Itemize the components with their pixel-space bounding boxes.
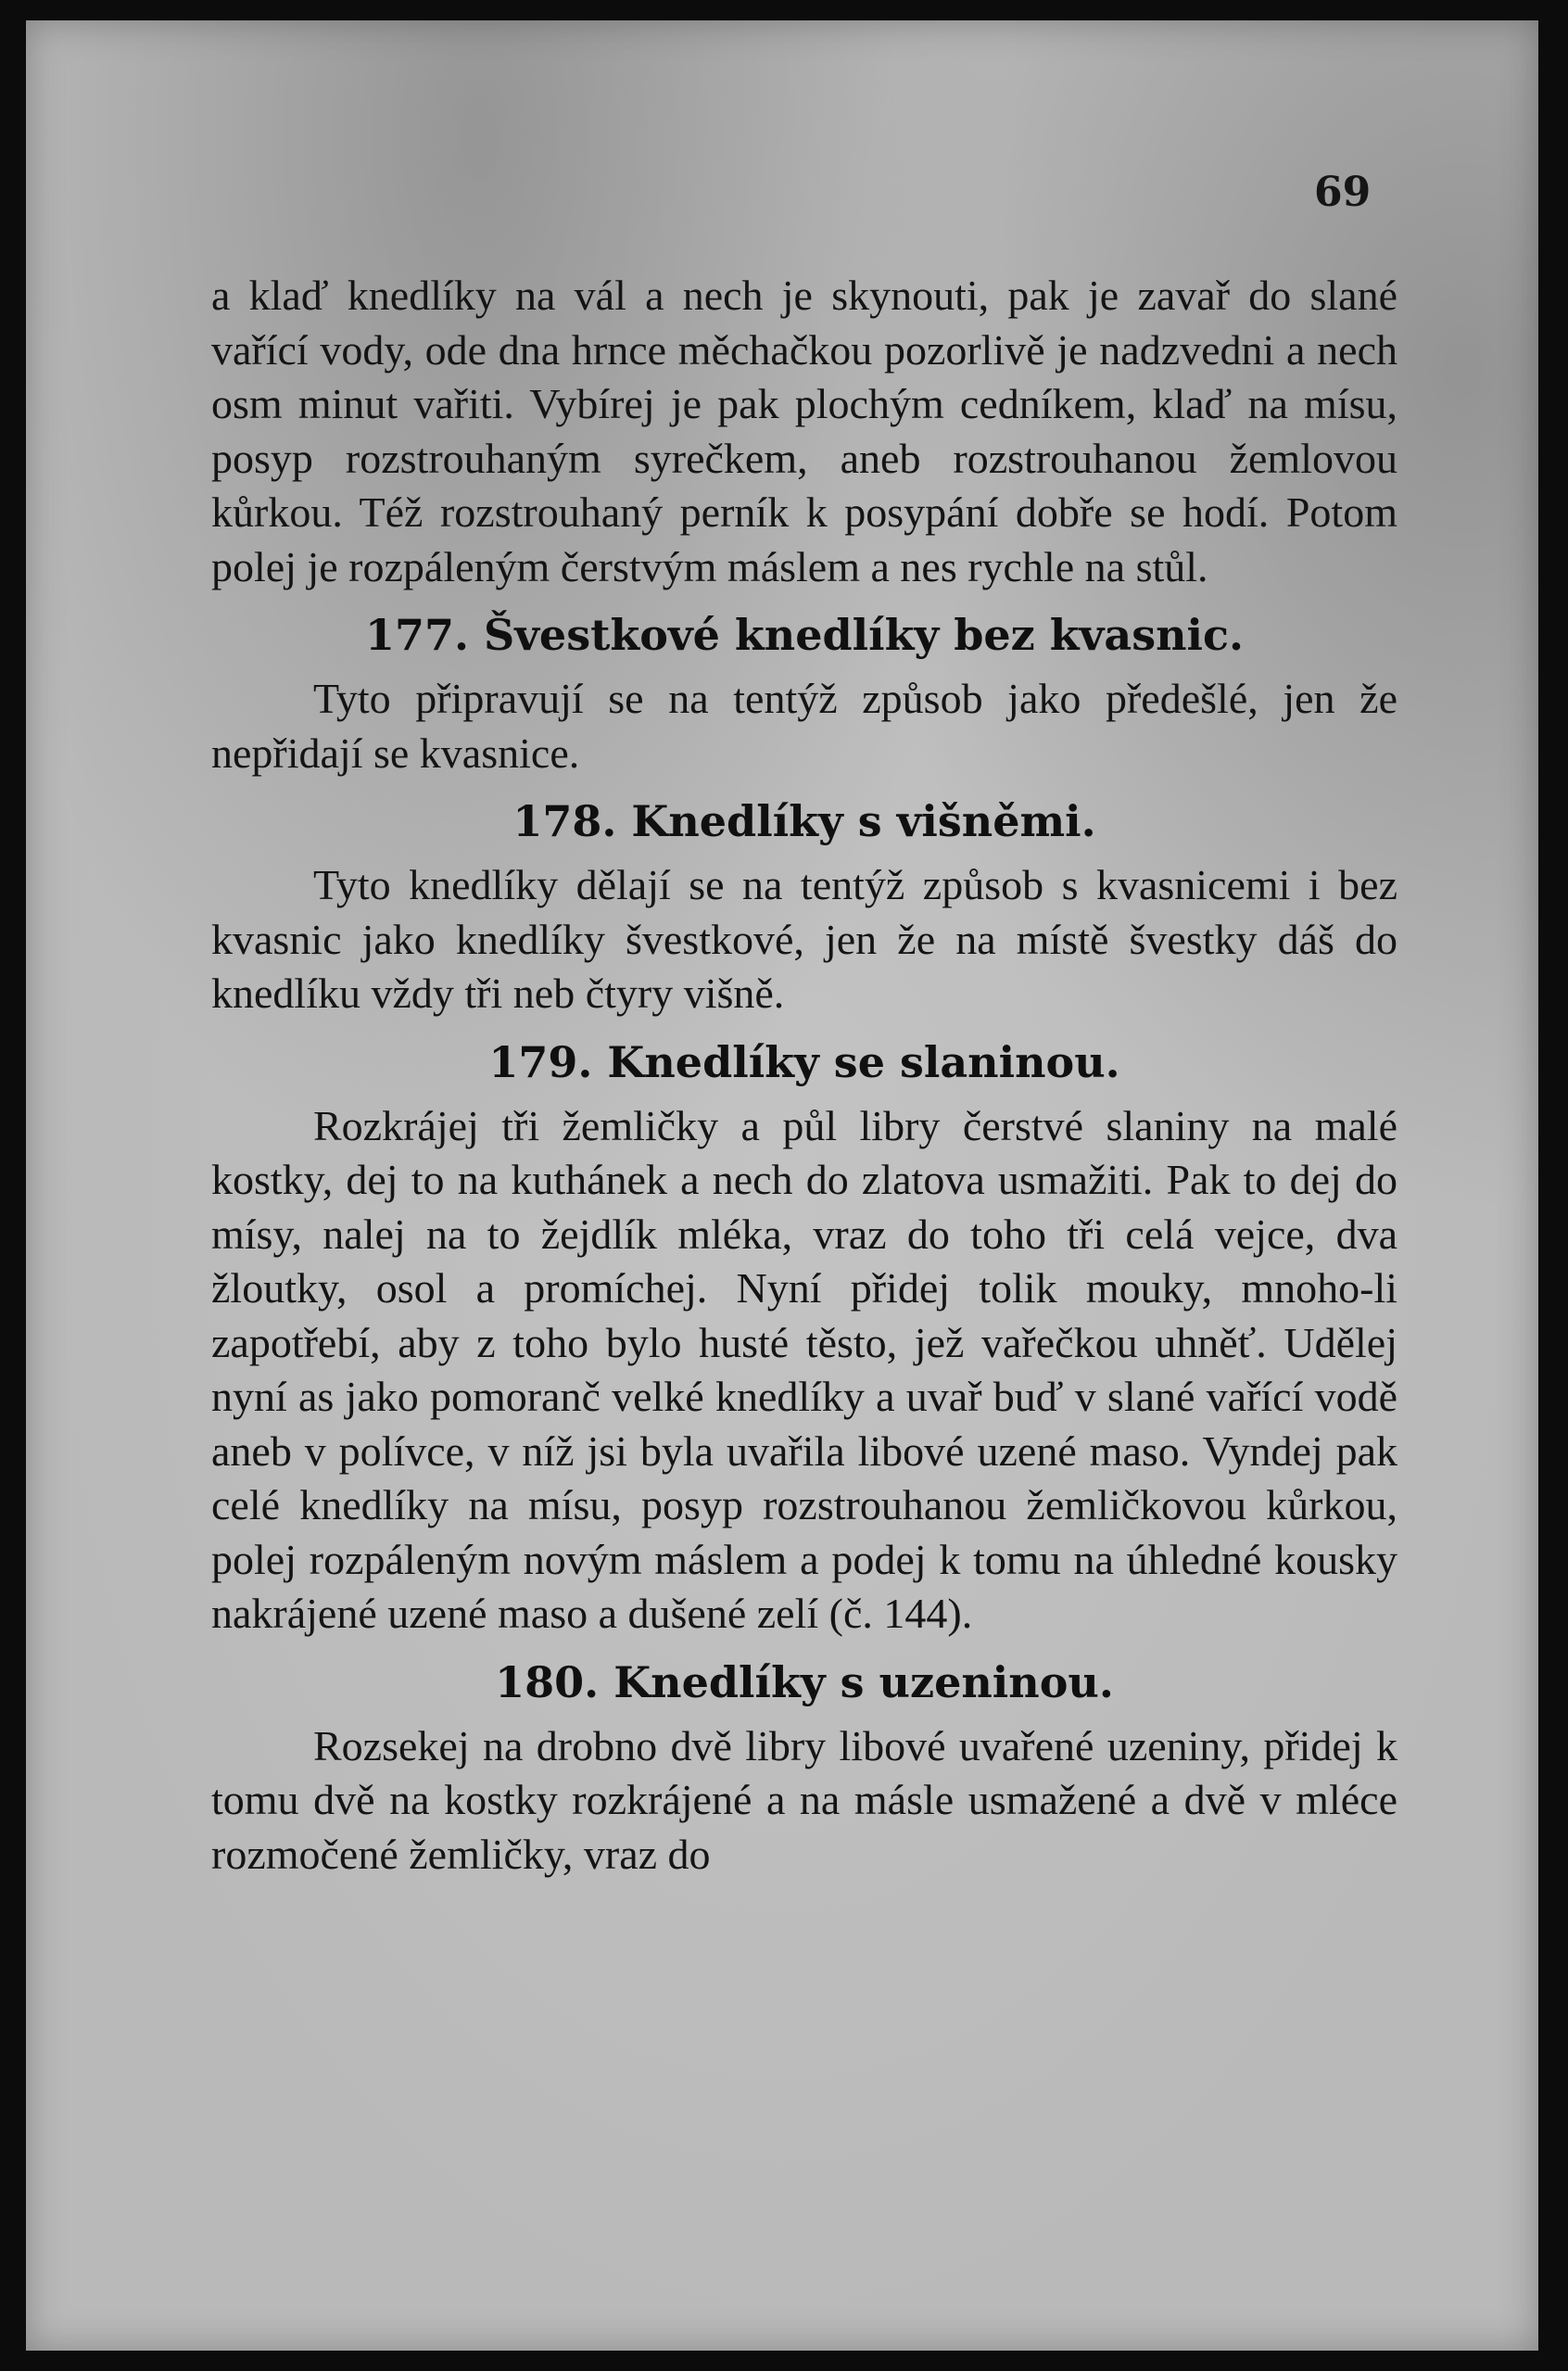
paragraph-178: Tyto knedlíky dělají se na tentýž způsob s kvasnicemi i bez kvasnic jako knedlíky švestkové, jen že na místě švestky dáš do knedlíku vždy tři neb čtyry višně.: [211, 861, 1397, 1017]
paragraph-177: Tyto připravují se na tentýž způsob jako předešlé, jen že nepřidají se kvasnice.: [211, 675, 1397, 777]
recipe-heading-177: 177. Švestkové knedlíky bez kvasnic.: [364, 610, 1245, 660]
recipe-heading-180: 180. Knedlíky s uzeninou.: [495, 1656, 1114, 1707]
page-body: [211, 269, 1397, 1882]
page-number: 69: [1314, 169, 1372, 216]
paragraph-continuation: a klaď knedlíky na vál a nech je skynouti, pak je zavař do slané vařící vody, ode dna hrnce měchačkou pozorlivě je nadzvedni a nech osm minut vařiti. Vybírej je pak plochým cedníkem, klaď na mísu, posyp rozstrouhaným syrečkem, aneb rozstrouhanou žemlovou kůrkou. Též rozstrouhaný perník k posypání dobře se hodí. Potom polej je rozpáleným čerstvým máslem a nes rychle na stůl.: [211, 272, 1397, 590]
recipe-heading-179: 179. Knedlíky se slaninou.: [488, 1036, 1120, 1087]
paragraph-180: Rozsekej na drobno dvě libry libové uvařené uzeniny, přidej k tomu dvě na kostky rozkrájené a na másle usmažené a dvě v mléce rozmočené žemličky, vraz do: [211, 1721, 1397, 1878]
paragraph-179: Rozkrájej tři žemličky a půl libry čerstvé slaniny na malé kostky, dej to na kuthánek a nech do zlatova usmažiti. Pak to dej do mísy, nalej na to žejdlík mléka, vraz do toho tři celá vejce, dva žloutky, osol a promíchej. Nyní přidej tolik mouky, mnoho-li zapotřebí, aby z toho bylo husté těsto, jež vařečkou uhněť. Udělej nyní as jako pomoranč velké knedlíky a uvař buď v slané vařící vodě aneb v polívce, v níž jsi byla uvařila libové uzené maso. Vyndej pak celé knedlíky na mísu, posyp rozstrouhanou žemličkovou kůrkou, polej rozpáleným novým máslem a podej k tomu na úhledné kousky nakrájené uzené maso a dušené zelí (č. 144).: [211, 1101, 1397, 1637]
recipe-heading-178: 178. Knedlíky s višněmi.: [512, 796, 1096, 846]
book-page: [26, 20, 1538, 2351]
